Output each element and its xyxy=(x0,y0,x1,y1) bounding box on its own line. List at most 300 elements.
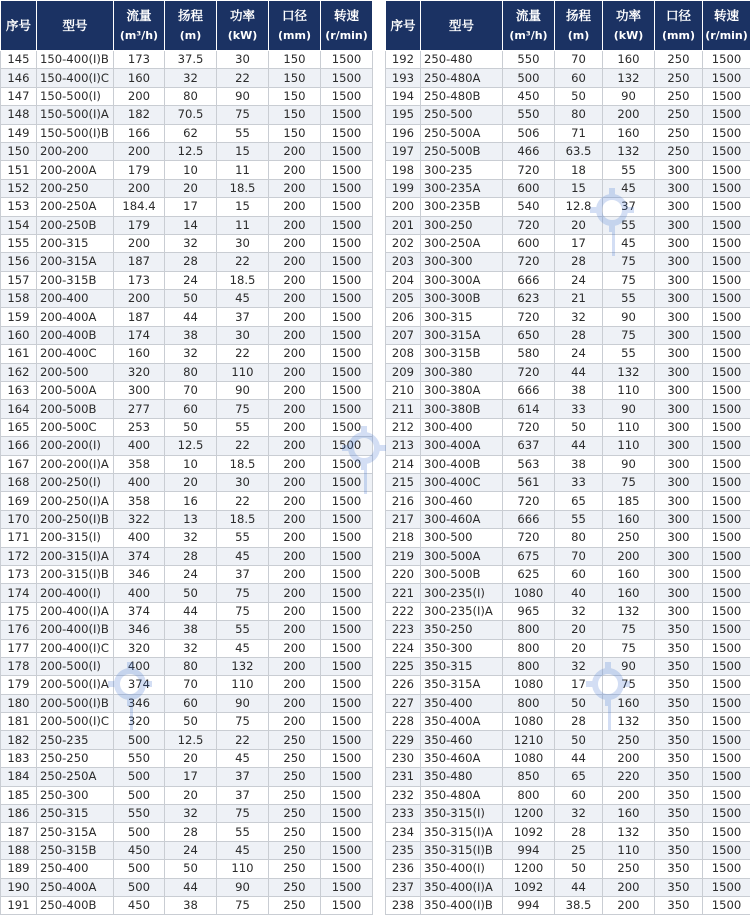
cell-bore: 150 xyxy=(269,51,321,69)
cell-head: 28 xyxy=(555,713,603,731)
cell-head: 65 xyxy=(555,768,603,786)
cell-seq: 145 xyxy=(1,51,37,69)
cell-power: 30 xyxy=(217,326,269,344)
cell-flow: 500 xyxy=(114,878,165,896)
cell-head: 80 xyxy=(555,529,603,547)
cell-bore: 350 xyxy=(655,676,703,694)
cell-power: 90 xyxy=(603,308,655,326)
cell-seq: 199 xyxy=(386,179,421,197)
cell-head: 70.5 xyxy=(165,106,217,124)
cell-power: 160 xyxy=(603,805,655,823)
cell-model: 200-500(I)B xyxy=(37,694,114,712)
cell-model: 200-500A xyxy=(37,382,114,400)
cell-speed: 1500 xyxy=(703,326,750,344)
cell-seq: 234 xyxy=(386,823,421,841)
cell-speed: 1500 xyxy=(321,253,373,271)
cell-bore: 200 xyxy=(269,510,321,528)
cell-power: 55 xyxy=(217,418,269,436)
cell-power: 55 xyxy=(603,290,655,308)
cell-flow: 182 xyxy=(114,106,165,124)
cell-flow: 450 xyxy=(503,87,555,105)
cell-flow: 994 xyxy=(503,896,555,914)
cell-seq: 187 xyxy=(1,823,37,841)
cell-speed: 1500 xyxy=(321,382,373,400)
header-speed: 转速 (r/min) xyxy=(703,1,750,51)
cell-model: 200-200(I)A xyxy=(37,455,114,473)
cell-speed: 1500 xyxy=(321,51,373,69)
cell-bore: 250 xyxy=(269,878,321,896)
table-row xyxy=(386,878,750,896)
cell-head: 18 xyxy=(555,161,603,179)
cell-flow: 720 xyxy=(503,308,555,326)
cell-speed: 1500 xyxy=(703,878,750,896)
cell-seq: 214 xyxy=(386,455,421,473)
header-row xyxy=(1,1,373,51)
cell-model: 150-500(I) xyxy=(37,87,114,105)
cell-model: 250-500B xyxy=(421,142,503,160)
cell-head: 12.5 xyxy=(165,731,217,749)
table-row xyxy=(386,584,750,602)
table-row xyxy=(386,382,750,400)
cell-flow: 346 xyxy=(114,565,165,583)
cell-speed: 1500 xyxy=(321,308,373,326)
cell-flow: 600 xyxy=(503,234,555,252)
cell-seq: 200 xyxy=(386,198,421,216)
cell-bore: 250 xyxy=(655,87,703,105)
cell-seq: 176 xyxy=(1,621,37,639)
cell-seq: 162 xyxy=(1,363,37,381)
cell-power: 55 xyxy=(217,529,269,547)
cell-model: 200-315(I)A xyxy=(37,547,114,565)
cell-head: 28 xyxy=(555,823,603,841)
cell-flow: 1092 xyxy=(503,823,555,841)
cell-power: 160 xyxy=(603,584,655,602)
cell-head: 32 xyxy=(165,234,217,252)
cell-head: 60 xyxy=(165,400,217,418)
cell-bore: 200 xyxy=(269,602,321,620)
cell-power: 132 xyxy=(603,713,655,731)
cell-speed: 1500 xyxy=(321,345,373,363)
cell-model: 350-400A xyxy=(421,713,503,731)
cell-flow: 320 xyxy=(114,639,165,657)
cell-head: 15 xyxy=(555,179,603,197)
cell-bore: 350 xyxy=(655,860,703,878)
cell-model: 300-380A xyxy=(421,382,503,400)
cell-model: 300-380 xyxy=(421,363,503,381)
cell-flow: 200 xyxy=(114,87,165,105)
cell-bore: 250 xyxy=(269,768,321,786)
cell-flow: 184.4 xyxy=(114,198,165,216)
cell-seq: 168 xyxy=(1,473,37,491)
cell-bore: 200 xyxy=(269,363,321,381)
cell-speed: 1500 xyxy=(703,749,750,767)
cell-seq: 205 xyxy=(386,290,421,308)
cell-bore: 350 xyxy=(655,749,703,767)
table-row xyxy=(386,510,750,528)
cell-bore: 200 xyxy=(269,308,321,326)
cell-head: 20 xyxy=(165,179,217,197)
cell-power: 75 xyxy=(217,400,269,418)
cell-bore: 200 xyxy=(269,547,321,565)
cell-speed: 1500 xyxy=(321,805,373,823)
cell-bore: 200 xyxy=(269,326,321,344)
cell-head: 38 xyxy=(165,896,217,914)
cell-bore: 200 xyxy=(269,676,321,694)
cell-flow: 561 xyxy=(503,473,555,491)
cell-head: 38 xyxy=(555,382,603,400)
cell-speed: 1500 xyxy=(321,234,373,252)
cell-flow: 550 xyxy=(114,749,165,767)
cell-power: 132 xyxy=(603,142,655,160)
cell-flow: 450 xyxy=(114,841,165,859)
cell-speed: 1500 xyxy=(321,179,373,197)
table-row xyxy=(386,234,750,252)
cell-head: 20 xyxy=(555,216,603,234)
cell-bore: 150 xyxy=(269,87,321,105)
cell-power: 250 xyxy=(603,731,655,749)
cell-model: 200-500(I)C xyxy=(37,713,114,731)
cell-flow: 850 xyxy=(503,768,555,786)
cell-power: 45 xyxy=(217,841,269,859)
cell-speed: 1500 xyxy=(321,639,373,657)
cell-flow: 625 xyxy=(503,565,555,583)
cell-model: 300-300 xyxy=(421,253,503,271)
cell-speed: 1500 xyxy=(321,87,373,105)
cell-flow: 160 xyxy=(114,345,165,363)
cell-model: 200-200A xyxy=(37,161,114,179)
cell-flow: 1080 xyxy=(503,749,555,767)
cell-model: 250-400B xyxy=(37,896,114,914)
cell-flow: 179 xyxy=(114,216,165,234)
table-row xyxy=(386,731,750,749)
table-row xyxy=(386,124,750,142)
cell-bore: 250 xyxy=(269,731,321,749)
cell-power: 90 xyxy=(603,455,655,473)
cell-speed: 1500 xyxy=(703,87,750,105)
table-body-left xyxy=(1,51,373,915)
cell-flow: 623 xyxy=(503,290,555,308)
cell-seq: 194 xyxy=(386,87,421,105)
cell-speed: 1500 xyxy=(703,694,750,712)
cell-speed: 1500 xyxy=(703,124,750,142)
cell-model: 200-200(I) xyxy=(37,437,114,455)
cell-flow: 300 xyxy=(114,382,165,400)
cell-speed: 1500 xyxy=(321,676,373,694)
cell-seq: 206 xyxy=(386,308,421,326)
cell-head: 32 xyxy=(555,602,603,620)
cell-model: 350-400(I) xyxy=(421,860,503,878)
cell-speed: 1500 xyxy=(321,749,373,767)
cell-flow: 320 xyxy=(114,363,165,381)
cell-power: 75 xyxy=(603,326,655,344)
cell-speed: 1500 xyxy=(703,492,750,510)
cell-speed: 1500 xyxy=(321,823,373,841)
cell-power: 37 xyxy=(217,786,269,804)
cell-bore: 300 xyxy=(655,382,703,400)
cell-model: 300-235A xyxy=(421,179,503,197)
table-row xyxy=(386,621,750,639)
cell-head: 50 xyxy=(555,694,603,712)
cell-power: 110 xyxy=(603,841,655,859)
cell-head: 70 xyxy=(165,676,217,694)
cell-power: 55 xyxy=(217,823,269,841)
cell-power: 160 xyxy=(603,51,655,69)
cell-model: 200-500B xyxy=(37,400,114,418)
cell-bore: 250 xyxy=(269,841,321,859)
cell-speed: 1500 xyxy=(703,290,750,308)
cell-model: 300-460 xyxy=(421,492,503,510)
cell-model: 300-235(I) xyxy=(421,584,503,602)
cell-flow: 322 xyxy=(114,510,165,528)
table-row xyxy=(1,805,373,823)
table-row xyxy=(386,713,750,731)
cell-flow: 800 xyxy=(503,694,555,712)
cell-flow: 720 xyxy=(503,492,555,510)
table-row xyxy=(1,657,373,675)
cell-power: 250 xyxy=(603,529,655,547)
cell-model: 200-400C xyxy=(37,345,114,363)
cell-head: 12.5 xyxy=(165,142,217,160)
cell-head: 65 xyxy=(555,492,603,510)
cell-power: 110 xyxy=(217,860,269,878)
table-row xyxy=(1,713,373,731)
table-row xyxy=(386,455,750,473)
cell-speed: 1500 xyxy=(321,731,373,749)
cell-seq: 155 xyxy=(1,234,37,252)
cell-bore: 200 xyxy=(269,179,321,197)
cell-bore: 200 xyxy=(269,234,321,252)
table-row xyxy=(386,492,750,510)
cell-seq: 209 xyxy=(386,363,421,381)
cell-power: 110 xyxy=(217,363,269,381)
cell-model: 350-250 xyxy=(421,621,503,639)
table-row xyxy=(386,290,750,308)
cell-speed: 1500 xyxy=(703,437,750,455)
cell-seq: 216 xyxy=(386,492,421,510)
cell-head: 32 xyxy=(555,805,603,823)
table-row xyxy=(386,841,750,859)
cell-power: 75 xyxy=(217,805,269,823)
cell-flow: 187 xyxy=(114,253,165,271)
cell-seq: 238 xyxy=(386,896,421,914)
cell-flow: 374 xyxy=(114,547,165,565)
cell-model: 250-500 xyxy=(421,106,503,124)
cell-seq: 150 xyxy=(1,142,37,160)
cell-flow: 563 xyxy=(503,455,555,473)
table-row xyxy=(386,106,750,124)
cell-bore: 350 xyxy=(655,657,703,675)
cell-power: 11 xyxy=(217,216,269,234)
header-flow: 流量 (m³/h) xyxy=(503,1,555,51)
cell-head: 80 xyxy=(165,87,217,105)
cell-bore: 300 xyxy=(655,437,703,455)
cell-head: 28 xyxy=(165,823,217,841)
cell-seq: 179 xyxy=(1,676,37,694)
cell-speed: 1500 xyxy=(321,602,373,620)
cell-flow: 637 xyxy=(503,437,555,455)
table-row xyxy=(1,492,373,510)
cell-flow: 614 xyxy=(503,400,555,418)
cell-power: 45 xyxy=(603,234,655,252)
cell-seq: 197 xyxy=(386,142,421,160)
cell-speed: 1500 xyxy=(703,345,750,363)
cell-model: 250-315A xyxy=(37,823,114,841)
table-row xyxy=(386,805,750,823)
cell-power: 200 xyxy=(603,786,655,804)
cell-seq: 229 xyxy=(386,731,421,749)
cell-power: 250 xyxy=(603,860,655,878)
cell-seq: 172 xyxy=(1,547,37,565)
table-row xyxy=(1,69,373,87)
cell-power: 90 xyxy=(217,382,269,400)
cell-bore: 300 xyxy=(655,473,703,491)
cell-power: 30 xyxy=(217,234,269,252)
table-row xyxy=(386,363,750,381)
cell-seq: 169 xyxy=(1,492,37,510)
cell-flow: 1080 xyxy=(503,584,555,602)
cell-seq: 146 xyxy=(1,69,37,87)
cell-model: 350-315 xyxy=(421,657,503,675)
cell-power: 132 xyxy=(603,602,655,620)
cell-model: 300-235 xyxy=(421,161,503,179)
cell-model: 200-400(I)A xyxy=(37,602,114,620)
cell-model: 150-500(I)B xyxy=(37,124,114,142)
cell-power: 18.5 xyxy=(217,510,269,528)
cell-bore: 200 xyxy=(269,216,321,234)
cell-model: 300-380B xyxy=(421,400,503,418)
cell-head: 17 xyxy=(555,234,603,252)
cell-power: 200 xyxy=(603,896,655,914)
cell-seq: 165 xyxy=(1,418,37,436)
cell-power: 75 xyxy=(603,473,655,491)
cell-model: 150-400(I)B xyxy=(37,51,114,69)
table-row xyxy=(386,326,750,344)
cell-head: 32 xyxy=(165,69,217,87)
cell-model: 200-400(I)C xyxy=(37,639,114,657)
cell-seq: 203 xyxy=(386,253,421,271)
cell-seq: 202 xyxy=(386,234,421,252)
cell-flow: 173 xyxy=(114,271,165,289)
header-model: 型号 xyxy=(421,1,503,51)
cell-model: 300-315A xyxy=(421,326,503,344)
cell-head: 16 xyxy=(165,492,217,510)
cell-speed: 1500 xyxy=(703,418,750,436)
cell-head: 12.5 xyxy=(165,437,217,455)
cell-power: 18.5 xyxy=(217,271,269,289)
cell-head: 38.5 xyxy=(555,896,603,914)
cell-power: 22 xyxy=(217,69,269,87)
cell-seq: 148 xyxy=(1,106,37,124)
cell-speed: 1500 xyxy=(321,547,373,565)
cell-flow: 179 xyxy=(114,161,165,179)
cell-model: 300-460A xyxy=(421,510,503,528)
cell-power: 37 xyxy=(217,768,269,786)
cell-bore: 200 xyxy=(269,639,321,657)
cell-model: 300-500A xyxy=(421,547,503,565)
cell-speed: 1500 xyxy=(703,363,750,381)
cell-seq: 222 xyxy=(386,602,421,620)
cell-bore: 200 xyxy=(269,621,321,639)
cell-flow: 720 xyxy=(503,363,555,381)
cell-head: 24 xyxy=(165,841,217,859)
cell-head: 70 xyxy=(165,382,217,400)
cell-speed: 1500 xyxy=(321,400,373,418)
cell-power: 132 xyxy=(603,363,655,381)
cell-model: 200-315A xyxy=(37,253,114,271)
cell-speed: 1500 xyxy=(703,860,750,878)
cell-seq: 161 xyxy=(1,345,37,363)
cell-head: 44 xyxy=(165,878,217,896)
cell-speed: 1500 xyxy=(703,473,750,491)
cell-seq: 193 xyxy=(386,69,421,87)
cell-bore: 350 xyxy=(655,805,703,823)
cell-power: 110 xyxy=(603,382,655,400)
cell-bore: 150 xyxy=(269,106,321,124)
cell-speed: 1500 xyxy=(703,510,750,528)
cell-power: 45 xyxy=(603,179,655,197)
cell-flow: 166 xyxy=(114,124,165,142)
cell-model: 250-300 xyxy=(37,786,114,804)
cell-flow: 450 xyxy=(114,896,165,914)
cell-speed: 1500 xyxy=(703,253,750,271)
cell-seq: 212 xyxy=(386,418,421,436)
cell-seq: 192 xyxy=(386,51,421,69)
cell-bore: 350 xyxy=(655,639,703,657)
cell-speed: 1500 xyxy=(321,529,373,547)
cell-speed: 1500 xyxy=(321,878,373,896)
cell-model: 250-250 xyxy=(37,749,114,767)
cell-speed: 1500 xyxy=(321,198,373,216)
cell-seq: 180 xyxy=(1,694,37,712)
table-row xyxy=(386,823,750,841)
cell-head: 32 xyxy=(165,805,217,823)
cell-seq: 154 xyxy=(1,216,37,234)
cell-model: 200-250B xyxy=(37,216,114,234)
cell-power: 75 xyxy=(603,271,655,289)
cell-model: 200-250 xyxy=(37,179,114,197)
cell-head: 44 xyxy=(555,363,603,381)
cell-power: 18.5 xyxy=(217,455,269,473)
cell-seq: 231 xyxy=(386,768,421,786)
cell-flow: 1210 xyxy=(503,731,555,749)
cell-bore: 250 xyxy=(655,124,703,142)
table-row xyxy=(1,841,373,859)
cell-speed: 1500 xyxy=(321,584,373,602)
cell-speed: 1500 xyxy=(703,713,750,731)
cell-speed: 1500 xyxy=(703,179,750,197)
cell-power: 15 xyxy=(217,198,269,216)
cell-bore: 200 xyxy=(269,492,321,510)
cell-head: 32 xyxy=(165,529,217,547)
cell-flow: 550 xyxy=(503,51,555,69)
cell-model: 300-400A xyxy=(421,437,503,455)
cell-head: 60 xyxy=(555,565,603,583)
cell-flow: 720 xyxy=(503,418,555,436)
cell-seq: 152 xyxy=(1,179,37,197)
cell-speed: 1500 xyxy=(321,492,373,510)
cell-bore: 350 xyxy=(655,713,703,731)
cell-seq: 163 xyxy=(1,382,37,400)
cell-head: 20 xyxy=(165,749,217,767)
cell-head: 33 xyxy=(555,400,603,418)
cell-head: 32 xyxy=(165,639,217,657)
table-row xyxy=(1,455,373,473)
table-row xyxy=(386,768,750,786)
cell-seq: 236 xyxy=(386,860,421,878)
cell-flow: 320 xyxy=(114,713,165,731)
cell-bore: 200 xyxy=(269,473,321,491)
cell-head: 44 xyxy=(165,308,217,326)
